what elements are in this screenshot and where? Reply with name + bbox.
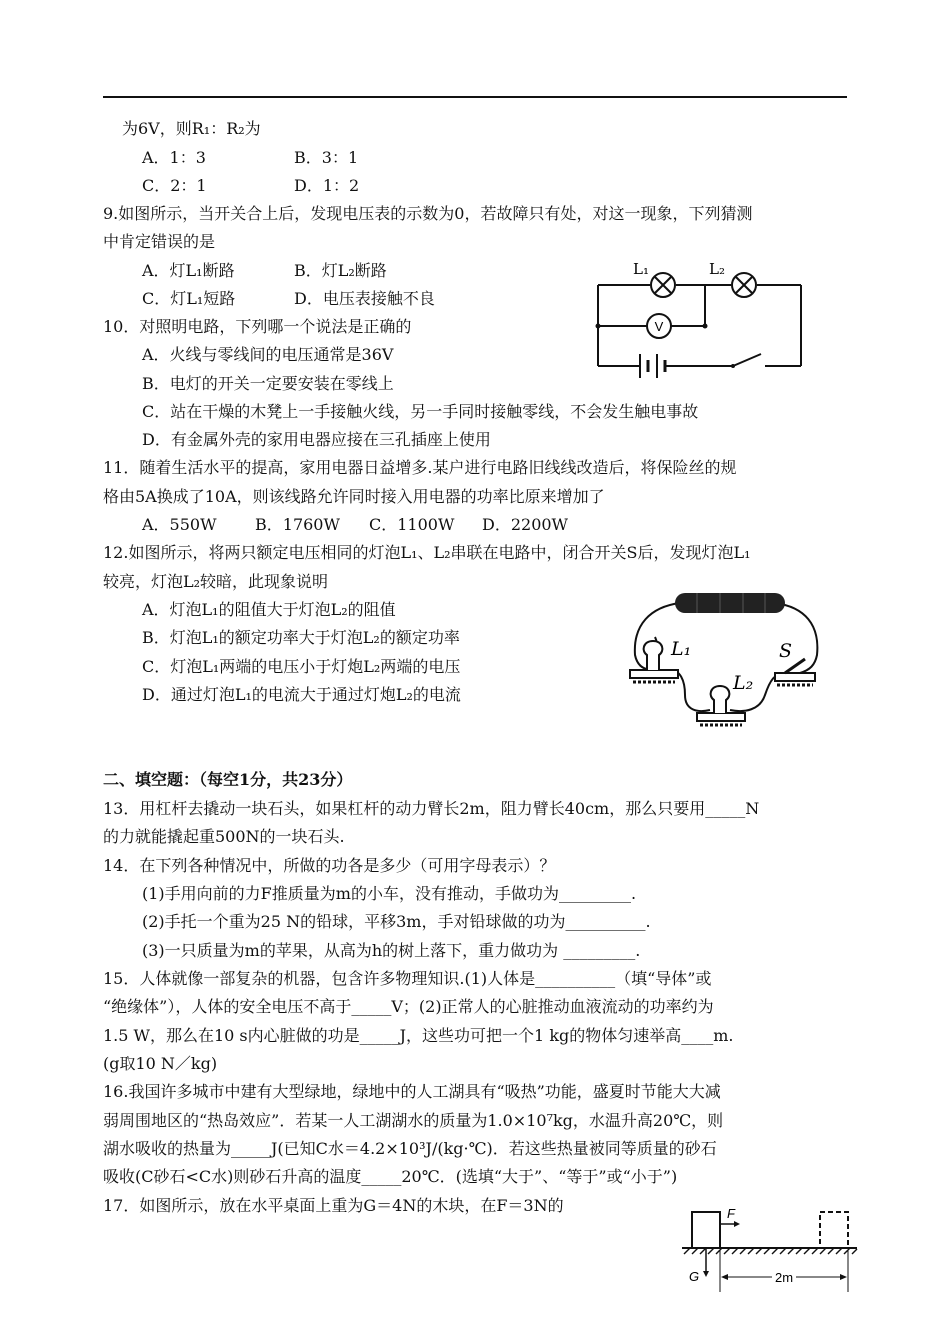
question-16: 16.我国许多城市中建有大型绿地，绿地中的人工湖具有“吸热”功能，盛夏时节能大大减	[103, 1082, 721, 1101]
lamp-label: L₂	[709, 260, 725, 278]
option-a: A．550W	[142, 515, 217, 534]
gravity-label: G	[689, 1269, 700, 1284]
option-c: C．2：1	[142, 176, 207, 195]
question-10: 10．对照明电路，下列哪一个说法是正确的	[103, 317, 412, 336]
option-d: D．通过灯泡L₁的电流大于通过灯炮L₂的电流	[142, 685, 461, 704]
sub-question: (1)手用向前的力F推质量为m的小车，没有推动，手做功为_________.	[142, 884, 637, 903]
text-line: 1.5 W，那么在10 s内心脏做的功是_____J，这些功可把一个1 kg的物体匀速举高____m.	[103, 1026, 734, 1045]
text-line: 弱周围地区的“热岛效应”．若某一人工湖湖水的质量为1.0×10⁷kg，水温升高20℃，则	[103, 1111, 724, 1130]
text-line: 较亮，灯泡L₂较暗，此现象说明	[103, 572, 329, 591]
option-c: C．站在干燥的木凳上一手接触火线，另一手同时接触零线，不会发生触电事故	[142, 402, 699, 421]
option-b: B．灯泡L₁的额定功率大于灯泡L₂的额定功率	[142, 628, 460, 647]
voltmeter-label: V	[654, 319, 664, 334]
question-12: 12.如图所示，将两只额定电压相同的灯泡L₁、L₂串联在电路中，闭合开关S后，发现灯泡L₁	[103, 543, 751, 562]
option-a: A．1：3	[142, 148, 206, 167]
section-heading: 二、填空题：（每空1分，共23分）	[103, 770, 353, 789]
lamp-label: L₁	[633, 260, 649, 278]
lamp-label: L₁	[671, 638, 692, 660]
option-a: A．灯泡L₁的阻值大于灯泡L₂的阻值	[142, 600, 396, 619]
text-line: 中肯定错误的是	[103, 232, 216, 251]
option-b: B．灯L₂断路	[294, 261, 387, 280]
switch-icon	[731, 364, 735, 368]
option-a: A．火线与零线间的电压通常是36V	[142, 345, 394, 364]
force-arrow-icon	[720, 1221, 740, 1227]
text-line: 为6V，则R₁：R₂为	[122, 119, 261, 138]
question-11: 11．随着生活水平的提高，家用电器日益增多.某户进行电路旧线线改造后，将保险丝的规	[103, 458, 737, 477]
switch-icon	[775, 659, 815, 685]
header-rule	[103, 96, 847, 98]
option-b: B．电灯的开关一定要安装在零线上	[142, 374, 394, 393]
lamp-label: L₂	[733, 672, 754, 694]
block-final-position	[820, 1212, 848, 1248]
circuit-diagram-lamps	[625, 585, 825, 745]
option-c: C．1100W	[369, 515, 455, 534]
junction-dot	[596, 324, 601, 329]
option-a: A．灯L₁断路	[142, 261, 235, 280]
sub-question: (3)一只质量为m的苹果，从高为h的树上落下，重力做功为 _________.	[142, 941, 641, 960]
question-9: 9.如图所示，当开关合上后，发现电压表的示数为0，若故障只有处，对这一现象，下列猜测	[103, 204, 753, 223]
question-13: 13．用杠杆去撬动一块石头，如果杠杆的动力臂长2m，阻力臂长40cm，那么只要用_____N	[103, 799, 760, 818]
question-17: 17．如图所示，放在水平桌面上重为G＝4N的木块，在F＝3N的	[103, 1196, 564, 1215]
lamp-icon	[732, 273, 756, 297]
text-line: 吸收(C砂石<C水)则砂石升高的温度_____20℃．(选填“大于”、“等于”或“小于”)	[103, 1167, 678, 1186]
battery-icon	[640, 354, 665, 378]
text-line: 湖水吸收的热量为_____J(已知C水＝4.2×10³J/(kg·℃)．若这些热量被同等质量的砂石	[103, 1139, 717, 1158]
option-d: D．2200W	[482, 515, 568, 534]
option-d: D．电压表接触不良	[294, 289, 435, 308]
lamp-icon	[651, 273, 675, 297]
text-line: 格由5A换成了10A，则该线路允许同时接入用电器的功率比原来增加了	[103, 487, 605, 506]
text-line: 的力就能撬起重500N的一块石头.	[103, 827, 345, 846]
battery-icon	[675, 593, 785, 613]
option-b: B．1760W	[255, 515, 340, 534]
circuit-diagram-voltmeter	[585, 260, 810, 385]
junction-dot	[703, 324, 708, 329]
option-c: C．灯L₁短路	[142, 289, 236, 308]
wooden-block	[692, 1212, 720, 1248]
text-line: “绝缘体”），人体的安全电压不高于_____V；(2)正常人的心脏推动血液流动的功率约为	[103, 997, 714, 1016]
distance-label: 2m	[775, 1270, 794, 1285]
switch-label: S	[779, 640, 793, 662]
text-line: (g取10 N／kg)	[103, 1054, 218, 1073]
force-label: F	[727, 1206, 735, 1221]
question-15: 15．人体就像一部复杂的机器，包含许多物理知识.(1)人体是__________（填“导体”或	[103, 969, 712, 988]
option-d: D．1：2	[294, 176, 360, 195]
question-14: 14．在下列各种情况中，所做的功各是多少（可用字母表示）？	[103, 856, 556, 875]
gravity-arrow-icon	[703, 1248, 709, 1277]
option-d: D．有金属外壳的家用电器应接在三孔插座上使用	[142, 430, 491, 449]
option-c: C．灯泡L₁两端的电压小于灯炮L₂两端的电压	[142, 657, 461, 676]
option-b: B．3：1	[294, 148, 359, 167]
block-force-diagram	[672, 1202, 864, 1338]
sub-question: (2)手托一个重为25 N的铅球，平移3m，手对铅球做的功为__________.	[142, 912, 651, 931]
